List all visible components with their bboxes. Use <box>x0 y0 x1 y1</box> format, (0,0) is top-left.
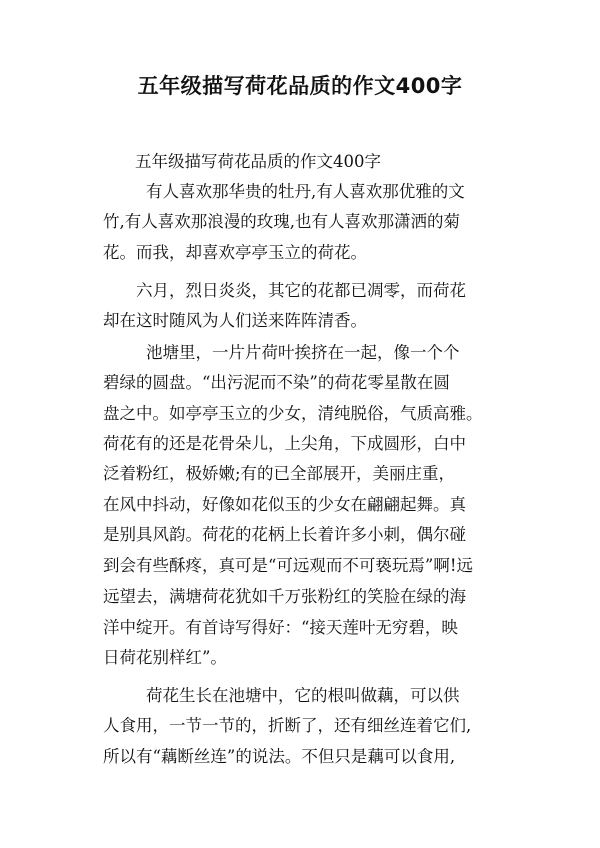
document-title: 五年级描写荷花品质的作文400字 <box>137 74 463 98</box>
body-line: 到会有些酥疼，真可是“可远观而不可亵玩焉”啊!远 <box>103 556 474 575</box>
body-line: 远望去，满塘荷花犹如千万张粉红的笑脸在绿的海 <box>103 587 466 606</box>
body-line: 碧绿的圆盘。“出污泥而不染”的荷花零星散在圆 <box>103 373 450 392</box>
body-line: 荷花生长在池塘中，它的根叫做藕，可以供 <box>146 686 460 705</box>
body-line: 有人喜欢那华贵的牡丹,有人喜欢那优雅的文 <box>146 182 465 201</box>
body-line: 池塘里，一片片荷叶挨挤在一起，像一个个 <box>146 343 460 362</box>
body-line: 荷花有的还是花骨朵儿，上尖角，下成圆形，白中 <box>103 434 466 453</box>
body-line: 是别具风韵。荷花的花柄上长着许多小刺，偶尔碰 <box>103 525 466 544</box>
body-line: 花。而我，却喜欢亭亭玉立的荷花。 <box>103 243 367 262</box>
body-line: 竹,有人喜欢那浪漫的玫瑰,也有人喜欢那潇洒的菊 <box>103 212 460 231</box>
body-line: 盘之中。如亭亭玉立的少女，清纯脱俗，气质高雅。 <box>103 404 483 423</box>
body-line: 所以有“藕断丝连”的说法。不但只是藕可以食用, <box>103 747 456 766</box>
body-line: 六月，烈日炎炎，其它的花都已凋零，而荷花 <box>136 281 466 300</box>
body-line: 在风中抖动，好像如花似玉的少女在翩翩起舞。真 <box>103 495 466 514</box>
subtitle-line: 五年级描写荷花品质的作文400字 <box>135 152 381 171</box>
body-line: 却在这时随风为人们送来阵阵清香。 <box>103 311 367 330</box>
body-line: 日荷花别样红”。 <box>103 648 227 667</box>
body-line: 洋中绽开。有首诗写得好：“接天莲叶无穷碧，映 <box>103 618 458 637</box>
body-line: 泛着粉红，极娇嫩;有的已全部展开，美丽庄重， <box>103 464 456 483</box>
body-line: 人食用，一节一节的，折断了，还有细丝连着它们, <box>103 716 472 735</box>
